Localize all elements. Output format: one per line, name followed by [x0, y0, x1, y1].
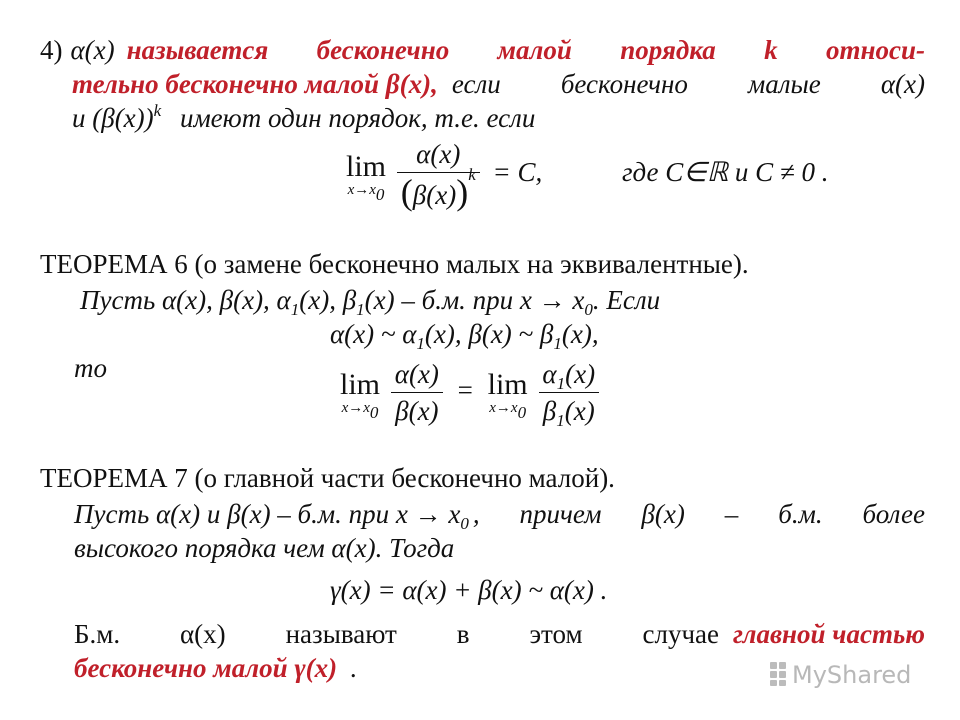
equals-sign: = [457, 374, 473, 405]
item4-number: 4) [40, 35, 63, 65]
item4-line3-rest: имеют один порядок, т.е. если [179, 103, 536, 133]
theorem7-bm-line1: Б.м. α(x) называют в этом случае главной частью [74, 619, 925, 649]
item4-condition: где C∈ℝ и C ≠ 0 . [622, 157, 829, 187]
item4-red-text-1: называется бесконечно малой порядка k относи- [126, 35, 925, 65]
item4-alpha: α(x) [70, 35, 115, 65]
theorem7-bm-line2: бесконечно малой γ(x) . [74, 653, 357, 683]
theorem6-line2: α(x) ~ $\alpha_1(x)$, β(x) ~ $\beta_1(x)$, [330, 319, 599, 353]
theorem6-line1: Пусть α(x), β(x), $\alpha_1(x)$, $\beta_1(x) - б.м$. при $x \to x_0$. Если [80, 285, 661, 319]
item4-formula [346, 138, 542, 211]
fraction-alpha1-beta1: $\frac{\alpha_1(x)}{\beta_1(x)}$ [538, 358, 599, 427]
formula-fraction: $\frac{\alpha(x)}{(\beta(x))^k}$ [397, 138, 480, 211]
theorem7-title: ТЕОРЕМА 7 (о главной части бесконечно малой). [40, 463, 615, 493]
myshared-watermark [768, 656, 928, 690]
item4-line2 [72, 68, 925, 100]
theorem6-title: ТЕОРЕМА 6 (о замене бесконечно малых на эквивалентные). [40, 249, 749, 279]
theorem6-formula [340, 358, 599, 430]
watermark-text: MyShared [792, 661, 912, 689]
theorem6-then: то [74, 353, 107, 383]
item4-line3: и $(\beta(x))^k$ имеют один порядок, т.е. если [72, 101, 536, 133]
lim-operator-right: lim $x\to x_0$ [487, 367, 528, 422]
lim-operator-left: lim $x\to x_0$ [340, 367, 381, 422]
fraction-alpha-beta: $\frac{\alpha(x)}{\beta(x)}$ [391, 358, 443, 427]
item4-line2-rest: если бесконечно малые α(x) [451, 69, 925, 99]
formula-rhs: = C, [492, 156, 543, 187]
theorem7-formula: γ(x) = α(x) + β(x) ~ α(x) . [330, 575, 608, 605]
item4-line1 [40, 34, 925, 66]
theorem7-line1: Пусть α(x) и β(x) – б.м. при $x \to x_0$ , причем β(x) – б.м. более [74, 499, 925, 533]
item4-red-text-2: тельно бесконечно малой β(x), [72, 69, 438, 99]
theorem7-line2: высокого порядка чем α(x). Тогда [74, 533, 455, 563]
lim-operator: lim $x\to x_0$ [346, 149, 387, 204]
